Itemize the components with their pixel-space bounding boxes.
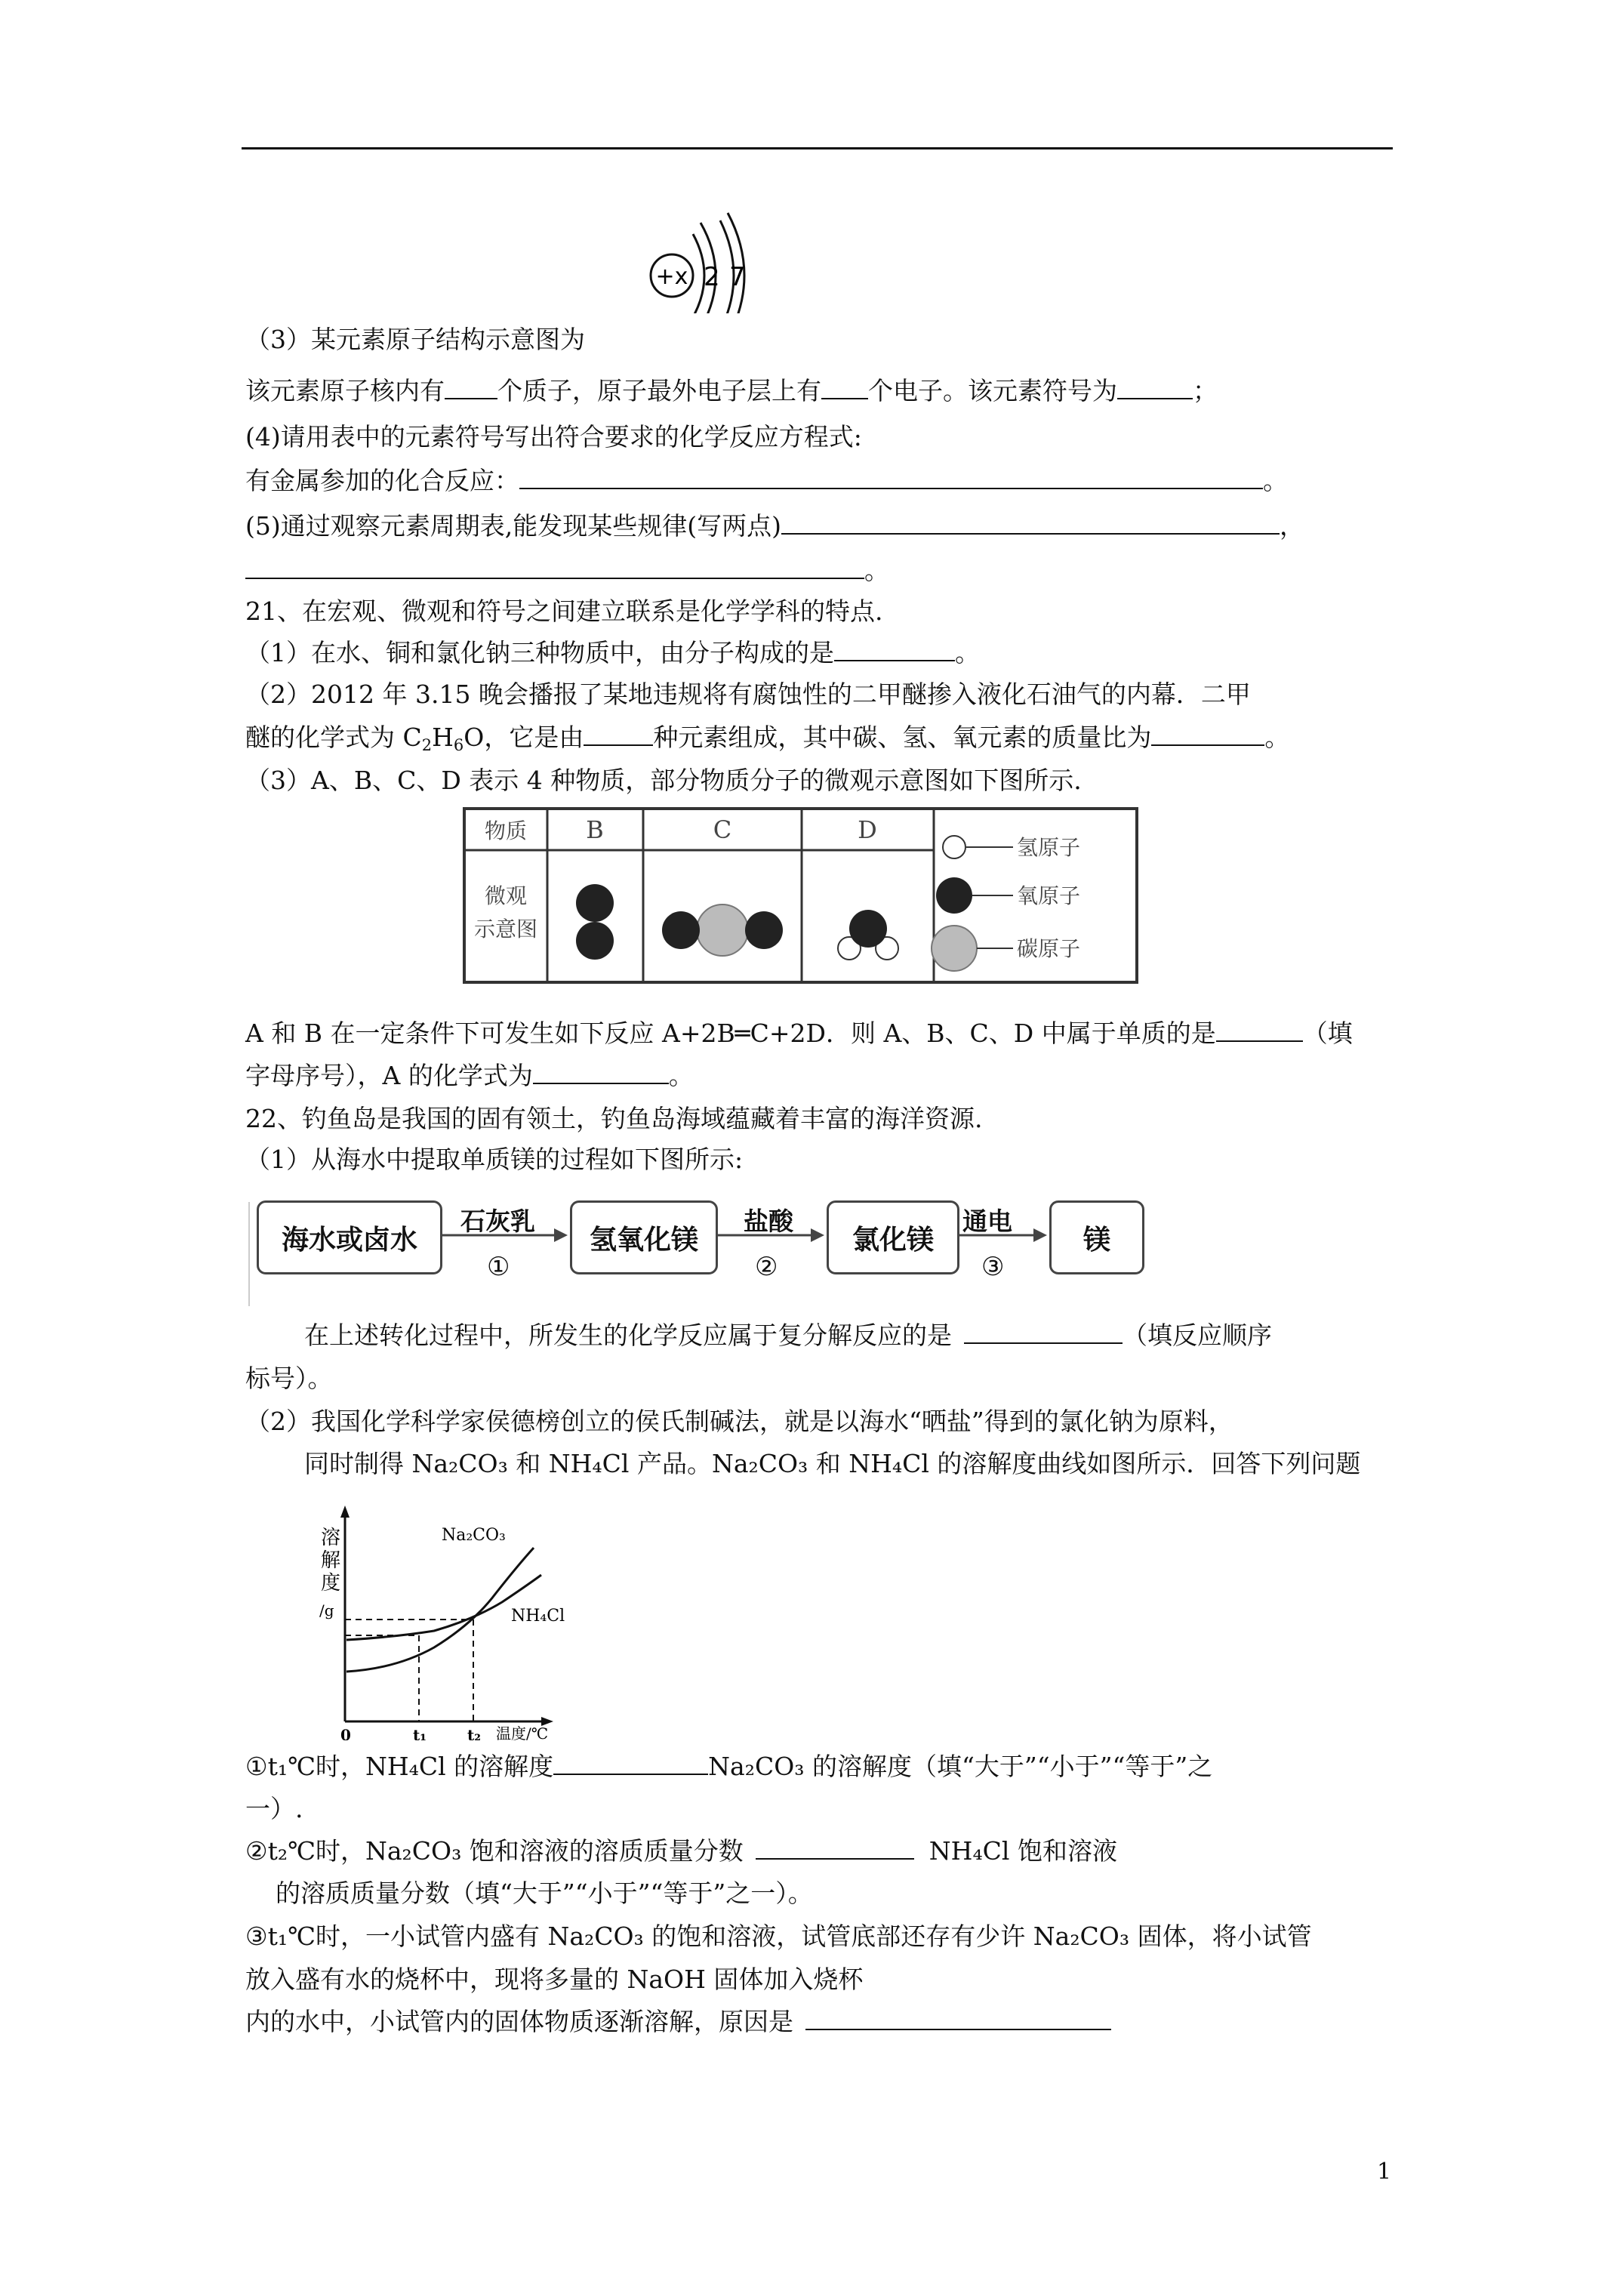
q21-p3-text: （3）A、B、C、D 表示 4 种物质，部分物质分子的微观示意图如下图所示. — [245, 766, 1082, 795]
chart-label-na2co3: Na₂CO₃ — [442, 1526, 506, 1545]
q22-q2-text-b: NH₄Cl 饱和溶液 — [929, 1836, 1117, 1866]
q22-p2-text-b: 同时制得 Na₂CO₃ 和 NH₄Cl 产品。Na₂CO₃ 和 NH₄Cl 的溶解度曲线如图所示．回答下列问题 — [304, 1449, 1361, 1478]
q22-q3-line — [245, 2005, 1111, 2039]
q21-title: 21、在宏观、微观和符号之间建立联系是化学学科的特点. — [245, 596, 883, 626]
q22-q1-text-c: 一）. — [245, 1794, 303, 1823]
legend-oxygen-label: 氧原子 — [1017, 883, 1081, 908]
q20-p4-text-a: 有金属参加的化合反应： — [245, 466, 519, 495]
curve-na2co3 — [346, 1548, 534, 1672]
q20-p3-label: （3）某元素原子结构示意图为 — [245, 325, 585, 354]
flow-arrow2-label: 盐酸 — [744, 1207, 793, 1236]
q21-p1-text: （1）在水、铜和氯化钠三种物质中，由分子构成的是 — [245, 638, 834, 667]
q20-p4-title: (4)请用表中的元素符号写出符合要求的化学反应方程式: — [245, 422, 862, 451]
q22-q1-blank[interactable] — [553, 1751, 708, 1775]
chart-ylabel-3: 度 — [321, 1572, 341, 1595]
page-number: 1 — [1377, 2159, 1392, 2185]
legend-carbon-label: 碳原子 — [1017, 936, 1081, 961]
q21-p5-text-a: 字母序号），A 的化学式为 — [245, 1061, 533, 1090]
q20-p4-end: 。 — [1263, 466, 1288, 495]
flow-box-mg-chloride: 氯化镁 — [827, 1200, 959, 1274]
table-header-d: D — [858, 815, 877, 844]
chart-ylabel-2: 解 — [321, 1549, 341, 1572]
flow-arrow3-label: 通电 — [962, 1207, 1012, 1236]
q21-p2-b1: 醚的化学式为 C — [245, 723, 422, 752]
flow-box-seawater: 海水或卤水 — [257, 1200, 442, 1274]
flow-box-magnesium: 镁 — [1049, 1200, 1144, 1274]
q22-q3-text-c: 内的水中，小试管内的固体物质逐渐溶解，原因是 — [245, 2007, 793, 2036]
q20-p5-comma: ， — [1279, 511, 1304, 541]
table-header-substance: 物质 — [484, 818, 528, 843]
q22-q2-line — [245, 1835, 1117, 1868]
flow-box-mg-hydroxide: 氢氧化镁 — [570, 1200, 718, 1274]
q21-p2-b2: H — [432, 723, 454, 752]
atom-shell1-count: 2 — [704, 262, 720, 292]
q20-p3-text-b: 个质子，原子最外电子层上有 — [497, 376, 821, 405]
q22-q1-text-a: ①t₁℃时，NH₄Cl 的溶解度 — [245, 1752, 554, 1781]
chart-ylabel-1: 溶 — [321, 1527, 341, 1549]
q22-q2-text-c: 的溶质质量分数（填“大于”“小于”“等于”之一）。 — [276, 1878, 813, 1908]
chart-xlabel: 温度/℃ — [496, 1724, 549, 1740]
q22-q3-text-b: 放入盛有水的烧杯中，现将多量的 NaOH 固体加入烧杯 — [245, 1965, 864, 1994]
q22-q1-line — [245, 1750, 1212, 1783]
q22-q3-reason-blank[interactable] — [805, 2006, 1111, 2030]
q20-p3-text-d: ； — [1193, 376, 1218, 405]
q22-title: 22、钓鱼岛是我国的固有领土，钓鱼岛海域蕴藏着丰富的海洋资源. — [245, 1104, 983, 1133]
q22-p1-q-text-a: 在上述转化过程中，所发生的化学反应属于复分解反应的是 — [304, 1321, 952, 1350]
table-header-b: B — [586, 815, 604, 844]
chart-tick-t2: t₂ — [467, 1726, 481, 1740]
flow-step2-number: ② — [755, 1252, 778, 1282]
q21-p2-sub1: 2 — [421, 736, 433, 754]
q21-p2-sub2: 6 — [453, 736, 464, 754]
q22-q2-blank[interactable] — [756, 1835, 914, 1860]
q22-p1-q-line — [304, 1319, 1272, 1352]
chart-label-nh4cl: NH₄Cl — [511, 1607, 565, 1626]
q22-q1-text-b: Na₂CO₃ 的溶解度（填“大于”“小于”“等于”之 — [708, 1752, 1213, 1781]
q20-p5-text-a: (5)通过观察元素周期表,能发现某些规律(写两点) — [245, 511, 781, 541]
flow-step1-number: ① — [487, 1252, 510, 1282]
atom-nucleus-label: +x — [655, 264, 688, 290]
q21-p2-b3: O，它是由 — [463, 723, 584, 752]
flow-arrow1-label: 石灰乳 — [460, 1207, 535, 1236]
q22-p2-text-a: （2）我国化学科学家侯德榜创立的侯氏制碱法，就是以海水“晒盐”得到的氯化钠为原料， — [245, 1407, 1233, 1436]
table-header-c: C — [713, 815, 732, 844]
atom-shell2-count: 7 — [729, 262, 746, 292]
q22-double-decomposition-blank[interactable] — [964, 1320, 1123, 1344]
q22-q3-text-a: ③t₁℃时，一小试管内盛有 Na₂CO₃ 的饱和溶液，试管底部还存有少许 Na₂CO₃ 固体，将小试管 — [245, 1922, 1312, 1951]
q22-q2-text-a: ②t₂℃时，Na₂CO₃ 饱和溶液的溶质质量分数 — [245, 1836, 744, 1866]
q20-p3-text-c: 个电子。该元素符号为 — [868, 376, 1117, 405]
chart-tick-t1: t₁ — [413, 1726, 427, 1740]
q20-p5-end: 。 — [864, 556, 889, 585]
solubility-chart — [298, 1502, 600, 1740]
q22-p1-q-text-b: （填反应顺序 — [1123, 1321, 1272, 1350]
flow-step3-number: ③ — [981, 1252, 1005, 1282]
q21-p4-text-a: A 和 B 在一定条件下可发生如下反应 A+2B═C+2D．则 A、B、C、D 中属于单质的是 — [245, 1019, 1216, 1048]
q20-p3-text-a: 该元素原子核内有 — [245, 376, 445, 405]
chart-ylabel-unit: /g — [319, 1601, 334, 1620]
table-row-label-1: 微观 — [484, 883, 528, 908]
q21-p2-text-a: （2）2012 年 3.15 晚会播报了某地违规将有腐蚀性的二甲醚掺入液化石油气的内幕．二甲 — [245, 680, 1251, 709]
table-row-label-2: 示意图 — [473, 917, 538, 942]
q21-p2-b4: 种元素组成，其中碳、氢、氧元素的质量比为 — [653, 723, 1152, 752]
q21-p4-text-b: （填 — [1302, 1019, 1353, 1048]
q21-p5-end: 。 — [668, 1061, 694, 1090]
legend-hydrogen-label: 氢原子 — [1017, 835, 1081, 860]
q21-p1-end: 。 — [955, 638, 980, 667]
q21-p2-end: 。 — [1264, 723, 1290, 752]
q22-p1: （1）从海水中提取单质镁的过程如下图所示: — [245, 1145, 744, 1174]
q22-p1-q-text-c: 标号）。 — [245, 1364, 333, 1393]
chart-origin-label: 0 — [340, 1726, 351, 1740]
